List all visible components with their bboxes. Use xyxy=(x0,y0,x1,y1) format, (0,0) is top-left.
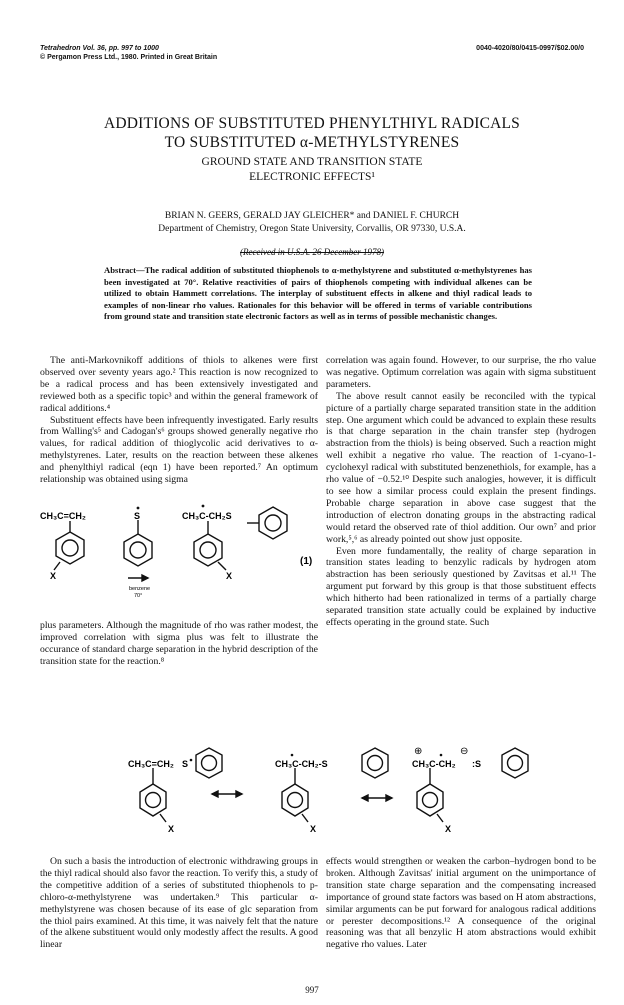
aromatic-circle xyxy=(62,540,78,556)
positive-charge: ⊕ xyxy=(414,746,423,757)
reaction-scheme-2 xyxy=(120,742,540,842)
reactant-thiyl: S xyxy=(134,511,141,521)
phenyl-ring xyxy=(502,748,528,778)
copyright-line: © Pergamon Press Ltd., 1980. Printed in Great Britain xyxy=(40,54,218,61)
thiolate-label: :S xyxy=(472,759,481,769)
journal-header xyxy=(40,44,217,62)
right-column xyxy=(326,355,596,629)
abstract: Abstract—The radical addition of substituted thiophenols to α-methylstyrene and substituted α-methylstyrenes has been investigated at 70°. Relative reactivities of pairs of thiophenols competing with individual alkenes can be utilized to obtain Hammett correlations. The interplay of substituent effects in alkene and thiyl radical leads to examples of non-linear rho values. Rationales for this behavior will be offered in terms of variable contributions from ground state and transition state electronic factors as well as in terms of possible mechanistic changes. xyxy=(104,265,532,322)
title-line-1: ADDITIONS OF SUBSTITUTED PHENYLTHIYL RADICALS xyxy=(103,115,521,132)
paragraph: Even more fundamentally, the reality of charge separation in transition states leading to benzylic radicals by hydrogen atom abstraction has been seriously questioned by Zavitsas et al.¹¹ The argument put forward by this group is that those substituent effects which hitherto had been rationalized in terms of a partially charge separated transition state actually could be explained by inductive effects operating in the ground state. Such xyxy=(326,545,596,628)
benzene-ring-3 xyxy=(194,534,222,566)
phenyl-ring xyxy=(196,748,222,778)
paragraph: correlation was again found. However, to our surprise, the rho value was negative. Optimum correlation was again with sigma substituent parameters. xyxy=(326,355,596,390)
page-number: 997 xyxy=(305,985,319,995)
resonance-form-3: CH₃C-CH₂ xyxy=(412,759,456,769)
left-column-lower xyxy=(40,620,318,668)
equation-number: (1) xyxy=(300,556,313,567)
paragraph: The anti-Markovnikoff additions of thiols to alkenes were first observed over seventy years ago.² This reaction is now recognized to be a radical process and has been extensively investigated and reviewed both as a specific topic³ and within the general framework of radical additions.⁴ xyxy=(40,355,318,414)
substituent-x: X xyxy=(445,824,452,834)
substituent-x: X xyxy=(168,824,175,834)
paragraph: Substituent effects have been infrequently investigated. Early results from Walling's⁵ and Cadogan's⁶ groups showed generally negative rho values, for radical addition of thioglycolic acid derivatives to α-methylstyrenes. Later, results on the reaction between these alkenes and phenylthiyl radical (eqn 1) have been reported.⁷ An optimum relationship was obtained using sigma xyxy=(40,414,318,486)
authors: BRIAN N. GEERS, GERALD JAY GLEICHER* and DANIEL F. CHURCH xyxy=(164,211,460,221)
thiyl-s-label: S xyxy=(182,759,189,769)
left-column-upper xyxy=(40,355,318,486)
conditions-solvent: benzene xyxy=(129,586,151,592)
paragraph: plus parameters. Although the magnitude of rho was rather modest, the improved correlation with sigma plus was felt to illustrate the occurance of standard charge separation in the hybrid description of the transition state for the reaction.⁸ xyxy=(40,620,318,667)
conditions-temperature: 70° xyxy=(134,593,143,599)
product-label: CH₃C-CH₂S xyxy=(182,511,232,521)
benzene-ring xyxy=(417,784,443,816)
substituent-x: X xyxy=(310,824,317,834)
journal-citation: Tetrahedron Vol. 36, pp. 997 to 1000 xyxy=(40,45,159,52)
reactant-alkene: CH₃C=CH₂ xyxy=(40,511,86,521)
negative-charge: ⊖ xyxy=(460,746,469,757)
paragraph: The above result cannot easily be reconciled with the typical picture of a partially charge separated transition state in the addition step. One argument which could be advanced to explain these results is that charge separation in the chain transfer step (hydrogen abstraction from the thiols) is being observed. Such a reaction might well exhibit a negative rho value. The reaction of 1-cyano-1-cyclohexyl radical with substituted benzenethiols, for example, has a rho value of −0.52.¹⁰ Despite such analogies, however, it is difficult to see how a similar process could explain the present findings. Probable charge separation in above case suggest that the introduction of electron donating groups in the abstracting radical would retard the observed rate of thiol addition. Our own⁷ and prior work,⁵,⁶ as already pointed out show just opposite. xyxy=(326,390,596,545)
paragraph: effects would strengthen or weaken the carbon–hydrogen bond to be broken. Although Zavitsas' initial argument on the unimportance of transition state charge separation and the compensating increased importance of ground state factors was based on H atom abstractions, similar arguments can be put forward for analogous radical additions or perester decompositions.¹² A consequence of the original reasoning was that all benzylic H atom abstractions would exhibit negative rho values. Later xyxy=(326,856,596,951)
paragraph: On such a basis the introduction of electronic withdrawing groups in the thiyl radical should also favor the reaction. To verify this, a study of the competitive addition of a series of substituted thiophenols to p-chloro-α-methylstyrene was undertaken.⁹ This particular α-methylstyrene was chosen because of its ease of glc separation from the thiol pairs examined. At this time, it was naively felt that the nature of the alkene substituent would only modestly affect the results. A good linear xyxy=(40,856,318,951)
phenyl-ring xyxy=(362,748,388,778)
bottom-right-column xyxy=(326,856,596,951)
benzene-ring-1 xyxy=(56,532,84,564)
resonance-form-2: CH₃C-CH₂-S xyxy=(275,759,328,769)
substituent-x: X xyxy=(50,571,57,581)
bottom-left-column xyxy=(40,856,318,951)
substituent-x: X xyxy=(226,571,233,581)
affiliation: Department of Chemistry, Oregon State University, Corvallis, OR 97330, U.S.A. xyxy=(158,224,466,234)
subtitle-line-2: ELECTRONIC EFFECTS¹ xyxy=(249,171,375,183)
reaction-scheme-1 xyxy=(40,504,326,614)
benzene-ring xyxy=(140,784,166,816)
resonance-form-1: CH₃C=CH₂ xyxy=(128,759,174,769)
title-line-2: TO SUBSTITUTED α-METHYLSTYRENES xyxy=(164,134,460,151)
article-code: 0040-4020/80/0415-0997/$02.00/0 xyxy=(476,45,584,52)
benzene-ring-4 xyxy=(259,507,287,539)
subtitle-line-1: GROUND STATE AND TRANSITION STATE xyxy=(201,156,423,168)
benzene-ring-2 xyxy=(124,534,152,566)
benzene-ring xyxy=(282,784,308,816)
received-date: (Received in U.S.A. 26 December 1978) xyxy=(240,247,384,257)
